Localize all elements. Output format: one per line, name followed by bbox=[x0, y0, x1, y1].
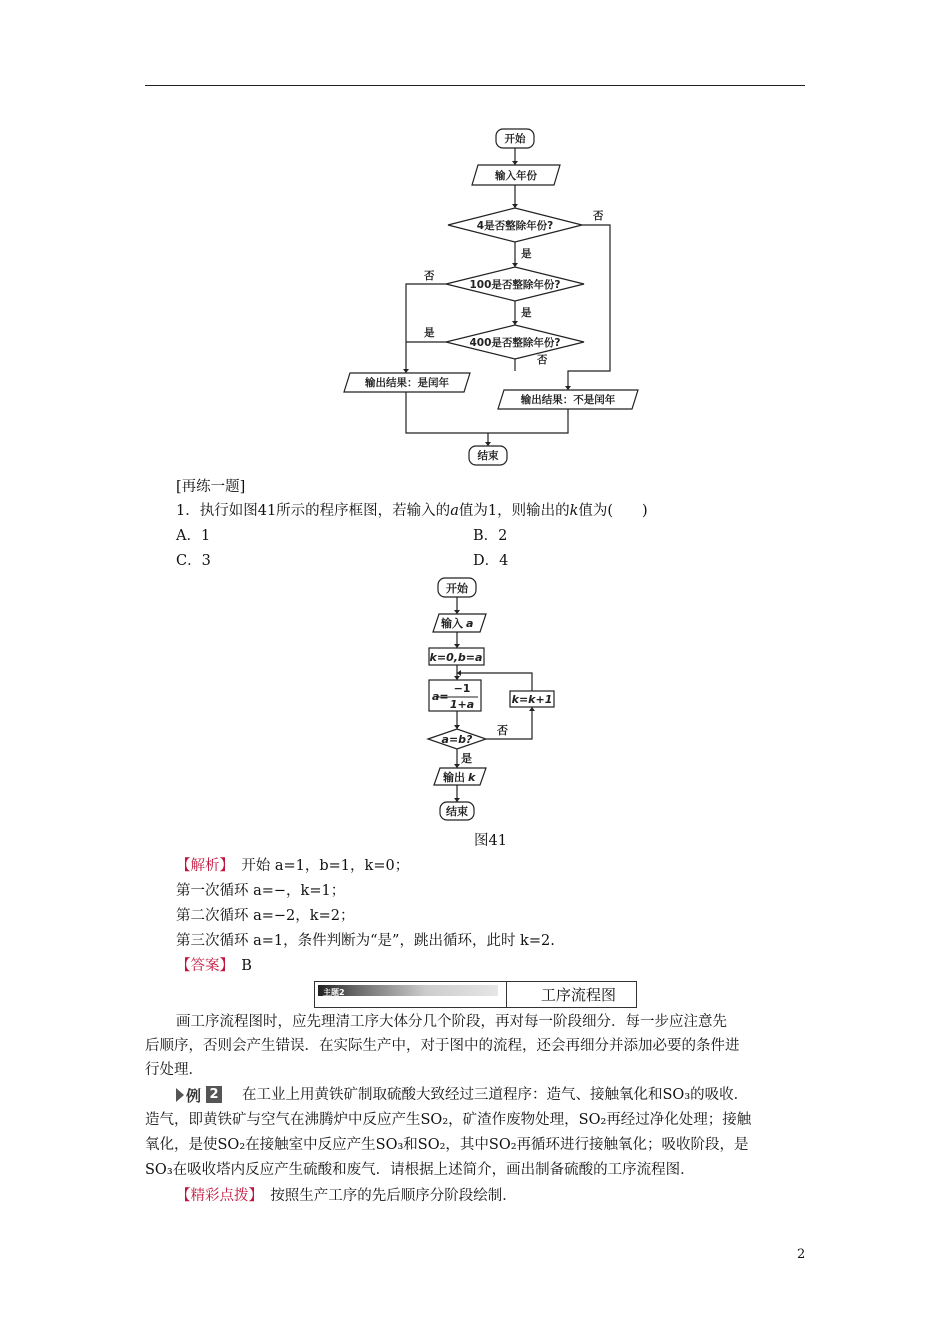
example-label: 例 bbox=[186, 1087, 202, 1105]
figure-caption: 图41 bbox=[474, 833, 507, 849]
option-b: B．2 bbox=[473, 528, 508, 544]
example-line-4: SO₃在吸收塔内反应产生硫酸和废气．请根据上述简介，画出制备硫酸的工序流程图． bbox=[145, 1162, 695, 1178]
fc1-cond3-text: 400是否整除年份? bbox=[469, 337, 561, 349]
topic-tag: 主题2 bbox=[323, 988, 345, 997]
topic-header bbox=[314, 981, 637, 1008]
intro-line-3: 行处理． bbox=[145, 1062, 203, 1078]
hint-text: 按照生产工序的先后顺序分阶段绘制． bbox=[270, 1188, 517, 1204]
fc2-input-var: a bbox=[466, 617, 474, 630]
answer-label: 【答案】 bbox=[176, 958, 227, 974]
topic-divider bbox=[506, 982, 507, 1007]
fc2-increment-text: k=k+1 bbox=[511, 693, 553, 706]
fc2-assign-den: 1+a bbox=[449, 698, 475, 711]
question-part1: 执行如图41所示的程序框图，若输入的 bbox=[199, 503, 451, 519]
fc1-start-text: 开始 bbox=[504, 133, 526, 145]
intro-line-2: 后顺序，否则会产生错误．在实际生产中，对于图中的流程，还会再细分并添加必要的条件进 bbox=[145, 1038, 740, 1054]
solution-line-1: 第一次循环 a=−，k=1； bbox=[176, 883, 346, 899]
question-part3: 值为( ) bbox=[578, 503, 648, 519]
fc1-no-label-3: 否 bbox=[537, 354, 548, 366]
fc1-out-leap-text: 输出结果：是闰年 bbox=[365, 377, 449, 389]
fc2-output-label: 输出 bbox=[443, 771, 465, 784]
solution-line0-text: 开始 a=1，b=1，k=0； bbox=[241, 858, 410, 874]
fc2-assign-num: −1 bbox=[453, 682, 471, 695]
solution-line-2: 第二次循环 a=−2，k=2； bbox=[176, 908, 355, 924]
example-line-2: 造气，即黄铁矿与空气在沸腾炉中反应产生SO₂，矿渣作废物处理，SO₂再经过净化处理；接触 bbox=[145, 1112, 752, 1128]
topic-title: 工序流程图 bbox=[541, 986, 617, 1004]
fc1-yes-label-2: 是 bbox=[521, 307, 532, 319]
fc2-end-text: 结束 bbox=[446, 805, 468, 818]
fc2-cond-text: a=b? bbox=[441, 733, 473, 746]
fc1-yes-label-3: 是 bbox=[424, 327, 435, 339]
fc2-start-text: 开始 bbox=[446, 582, 468, 595]
fc1-no-label-1: 否 bbox=[593, 210, 604, 222]
fc1-no-label-2: 否 bbox=[424, 270, 435, 282]
fc2-init-text: k=0,b=a bbox=[429, 651, 483, 664]
answer-value: B bbox=[241, 958, 252, 974]
fc1-input-text: 输入年份 bbox=[495, 170, 537, 182]
question-part2: 值为1，则输出的 bbox=[458, 503, 570, 519]
hint-line bbox=[176, 1186, 517, 1206]
solution-label: 【解析】 bbox=[176, 858, 227, 874]
intro-line-1: 画工序流程图时，应先理清工序大体分几个阶段，再对每一阶段细分．每一步应注意先 bbox=[176, 1014, 727, 1030]
question-var-k: k bbox=[569, 503, 579, 519]
topic-tag-bar bbox=[318, 985, 498, 996]
example-tag bbox=[176, 1085, 224, 1105]
fc1-yes-label-1: 是 bbox=[521, 248, 532, 260]
hint-label: 【精彩点拨】 bbox=[176, 1188, 256, 1204]
fc2-assign-lhs: a= bbox=[432, 690, 449, 703]
question-var-a: a bbox=[450, 503, 459, 519]
fc2-no-label: 否 bbox=[497, 724, 508, 737]
example-line-1: 在工业上用黄铁矿制取硫酸大致经过三道程序：造气、接触氧化和SO₃的吸收． bbox=[242, 1087, 749, 1103]
example-line-3: 氧化，是使SO₂在接触室中反应产生SO₃和SO₂，其中SO₂再循环进行接触氧化；吸收阶段，是 bbox=[145, 1137, 749, 1153]
fc1-out-not-leap-text: 输出结果：不是闰年 bbox=[520, 394, 616, 406]
example-number: 2 bbox=[206, 1086, 222, 1103]
fc1-cond1-text: 4是否整除年份? bbox=[476, 220, 554, 232]
question-number: 1． bbox=[176, 503, 200, 519]
fc2-output-var: k bbox=[468, 771, 476, 784]
option-a: A．1 bbox=[176, 528, 211, 544]
fc1-end-text: 结束 bbox=[477, 450, 499, 462]
solution-line-3: 第三次循环 a=1，条件判断为“是”，跳出循环，此时 k=2. bbox=[176, 933, 555, 949]
solution-line-0 bbox=[176, 856, 409, 876]
page-number: 2 bbox=[797, 1247, 806, 1262]
fc2-input-label: 输入 bbox=[441, 617, 463, 630]
answer-line bbox=[176, 956, 252, 976]
practice-heading: [再练一题] bbox=[176, 479, 246, 495]
fc1-cond2-text: 100是否整除年份? bbox=[469, 279, 561, 291]
option-d: D．4 bbox=[473, 553, 509, 569]
option-c: C．3 bbox=[176, 553, 211, 569]
example-arrow-icon bbox=[176, 1088, 184, 1102]
fc2-yes-label: 是 bbox=[461, 752, 472, 765]
